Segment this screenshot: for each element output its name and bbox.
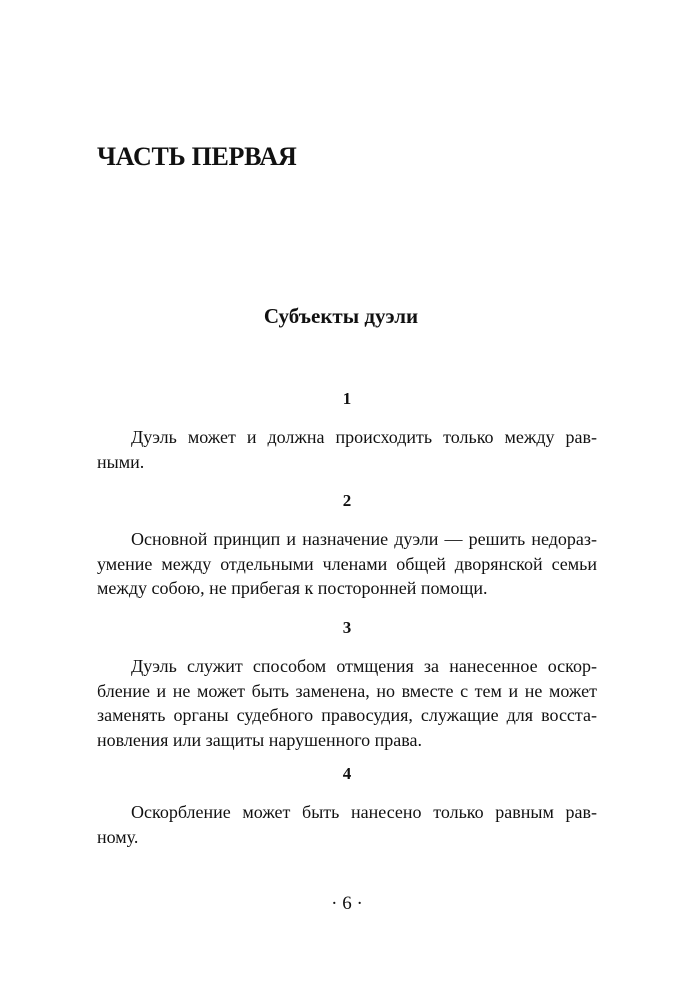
page-number: · 6 · [331,893,363,914]
section-number: 3 [342,618,352,637]
section-paragraph [97,527,597,601]
paragraph-line: между собою, не прибегая к посторонней помощи. [97,578,488,598]
section-paragraph [97,654,597,752]
paragraph-line: Основной принцип и назначение дуэли — решить недораз- [131,529,597,549]
paragraph-line: ному. [97,826,139,847]
section-paragraph [97,800,597,849]
part-title: ЧАСТЬ ПЕРВАЯ [97,142,297,171]
chapter-title: Субъекты дуэли [263,304,419,328]
paragraph-line: Дуэль служит способом отмщения за нанесенное оскор- [131,656,597,676]
paragraph-line: новления или защиты нарушенного права. [97,729,423,750]
paragraph-line: заменять органы судебного правосудия, служащие для восста- [97,705,597,725]
paragraph-line: бление и не может быть заменена, но вместе с тем и не может [97,680,597,701]
paragraph-line: Оскорбление может быть нанесено только равным рав- [131,802,597,822]
paragraph-line: ными. [97,451,145,472]
section-paragraph [97,425,597,474]
paragraph-line: умение между отдельными членами общей дворянской семьи [97,553,597,574]
paragraph-line: Дуэль может и должна происходить только между рав- [131,427,597,447]
section-number: 1 [342,389,352,408]
section-number: 2 [342,491,352,510]
section-number: 4 [342,764,352,783]
